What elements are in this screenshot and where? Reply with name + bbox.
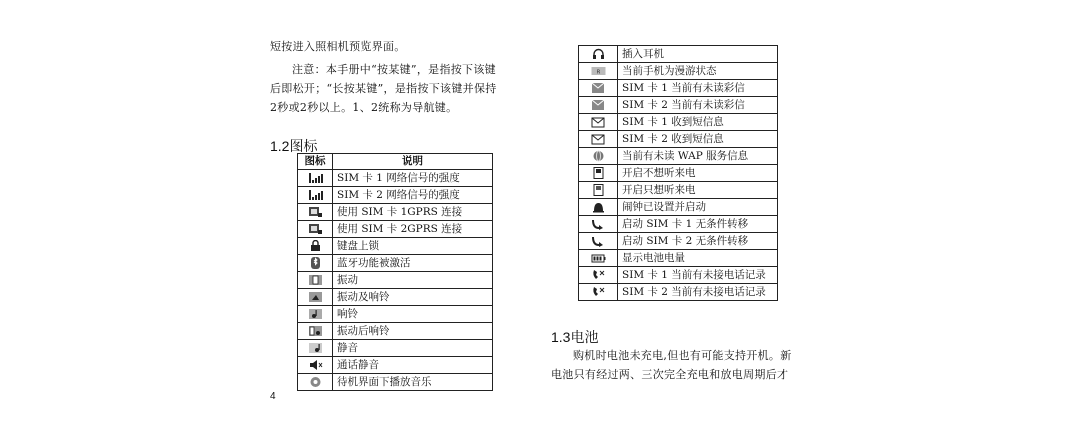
icon-cell <box>579 114 618 131</box>
table-row <box>579 165 778 182</box>
battery-icon <box>591 252 606 264</box>
table-row <box>579 148 778 165</box>
icon-cell <box>298 272 333 289</box>
description-cell: SIM 卡 2 当前有未接电话记录 <box>618 284 778 301</box>
ring-icon <box>308 308 323 320</box>
description-cell: SIM 卡 2 收到短信息 <box>618 131 778 148</box>
description-cell: 使用 SIM 卡 1GPRS 连接 <box>333 204 493 221</box>
description-cell: 通话静音 <box>333 357 493 374</box>
battery-line-2: 电池只有经过两、三次完全充电和放电周期后才 <box>551 368 789 381</box>
table-row <box>579 216 778 233</box>
table-row <box>579 97 778 114</box>
icon-cell <box>298 170 333 187</box>
table-row <box>298 187 493 204</box>
wap-message-icon <box>591 150 606 162</box>
table-row <box>298 238 493 255</box>
note-line-2: 后即松开；“长按某键”，是指按下该键并保持 <box>270 82 497 95</box>
icon-cell <box>298 340 333 357</box>
description-cell: 静音 <box>333 340 493 357</box>
description-cell: SIM 卡 1 当前有未读彩信 <box>618 80 778 97</box>
only-calls-2-icon <box>591 184 606 196</box>
table-row <box>298 357 493 374</box>
alarm-icon <box>591 201 606 213</box>
table-row <box>298 221 493 238</box>
icon-cell <box>298 255 333 272</box>
divert-sim1-icon <box>591 218 606 230</box>
table-row <box>579 80 778 97</box>
battery-line-1: 购机时电池未充电,但也有可能支持开机。新 <box>573 349 792 362</box>
description-cell: 开启不想听来电 <box>618 165 778 182</box>
vibrate-icon <box>308 274 323 286</box>
table-row <box>298 340 493 357</box>
table-row <box>579 46 778 63</box>
unread-mms-sim1-icon <box>591 82 606 94</box>
gprs-sim2-icon <box>308 223 323 235</box>
keypad-lock-icon <box>308 240 323 252</box>
description-cell: 使用 SIM 卡 2GPRS 连接 <box>333 221 493 238</box>
icon-cell <box>579 80 618 97</box>
vibrate-ring-icon <box>308 291 323 303</box>
bluetooth-icon <box>308 257 323 269</box>
icon-cell <box>298 238 333 255</box>
table-row <box>579 114 778 131</box>
unread-mms-sim2-icon <box>591 99 606 111</box>
page-number: 4 <box>270 391 276 402</box>
description-cell: 当前有未读 WAP 服务信息 <box>618 148 778 165</box>
table-row <box>298 323 493 340</box>
icon-cell <box>298 357 333 374</box>
icon-cell <box>579 199 618 216</box>
description-cell: 启动 SIM 卡 1 无条件转移 <box>618 216 778 233</box>
description-cell: SIM 卡 1 网络信号的强度 <box>333 170 493 187</box>
table-row <box>298 306 493 323</box>
icon-cell <box>579 233 618 250</box>
description-cell: SIM 卡 2 当前有未读彩信 <box>618 97 778 114</box>
header-desc: 说明 <box>333 154 493 170</box>
icon-cell <box>579 284 618 301</box>
description-cell: 振动及响铃 <box>333 289 493 306</box>
description-cell: 启动 SIM 卡 2 无条件转移 <box>618 233 778 250</box>
icon-cell <box>298 187 333 204</box>
icon-cell <box>298 323 333 340</box>
vibrate-then-ring-icon <box>308 325 323 337</box>
table-row <box>579 182 778 199</box>
divert-sim2-icon <box>591 235 606 247</box>
description-cell: SIM 卡 1 当前有未接电话记录 <box>618 267 778 284</box>
table-row <box>298 204 493 221</box>
table-row <box>298 272 493 289</box>
signal-sim1-icon <box>308 172 323 184</box>
icon-cell <box>579 97 618 114</box>
only-calls-icon <box>591 167 606 179</box>
icon-cell <box>579 46 618 63</box>
table-row <box>579 250 778 267</box>
icon-cell <box>579 148 618 165</box>
silent-icon <box>308 342 323 354</box>
headset-icon <box>591 48 606 60</box>
section-title-battery: 1.3电池 <box>551 329 599 345</box>
icon-cell <box>579 131 618 148</box>
table-header-row <box>298 154 493 170</box>
roaming-icon <box>591 65 606 77</box>
description-cell: 显示电池电量 <box>618 250 778 267</box>
description-cell: 当前手机为漫游状态 <box>618 63 778 80</box>
missed-call-sim2-icon <box>591 286 606 298</box>
gprs-sim1-icon <box>308 206 323 218</box>
note-line-3: 2秒或2秒以上。1、2统称为导航键。 <box>270 101 458 114</box>
icon-cell <box>579 267 618 284</box>
table-row <box>579 284 778 301</box>
missed-call-sim1-icon <box>591 269 606 281</box>
description-cell: 振动 <box>333 272 493 289</box>
icon-cell <box>298 374 333 391</box>
icon-cell <box>579 182 618 199</box>
description-cell: 响铃 <box>333 306 493 323</box>
music-playing-icon <box>308 376 323 388</box>
description-cell: 插入耳机 <box>618 46 778 63</box>
table-row <box>579 199 778 216</box>
table-row <box>579 233 778 250</box>
description-cell: 闹钟已设置并启动 <box>618 199 778 216</box>
description-cell: SIM 卡 2 网络信号的强度 <box>333 187 493 204</box>
description-cell: 振动后响铃 <box>333 323 493 340</box>
section-title-icons: 1.2图标 <box>270 138 318 154</box>
note-line-1: 注意：本手册中“按某键”，是指按下该键 <box>292 63 496 76</box>
icon-cell <box>579 165 618 182</box>
table-row <box>298 170 493 187</box>
table-row <box>579 63 778 80</box>
description-cell: 键盘上锁 <box>333 238 493 255</box>
sms-sim1-icon <box>591 116 606 128</box>
icon-cell <box>579 216 618 233</box>
icon-cell <box>579 250 618 267</box>
header-icon: 图标 <box>298 154 333 170</box>
table-row <box>298 255 493 272</box>
svg-text:R: R <box>596 69 600 76</box>
description-cell: 蓝牙功能被激活 <box>333 255 493 272</box>
description-cell: 开启只想听来电 <box>618 182 778 199</box>
icon-table-left <box>297 153 493 391</box>
table-row <box>298 289 493 306</box>
icon-cell <box>579 63 618 80</box>
table-row <box>298 374 493 391</box>
sms-sim2-icon <box>591 133 606 145</box>
icon-cell <box>298 204 333 221</box>
call-mute-icon <box>308 359 323 371</box>
icon-cell <box>298 306 333 323</box>
table-row <box>579 267 778 284</box>
description-cell: SIM 卡 1 收到短信息 <box>618 114 778 131</box>
intro-text: 短按进入照相机预览界面。 <box>270 40 406 53</box>
icon-table-right <box>578 45 778 301</box>
icon-cell <box>298 289 333 306</box>
icon-cell <box>298 221 333 238</box>
table-row <box>579 131 778 148</box>
signal-sim2-icon <box>308 189 323 201</box>
description-cell: 待机界面下播放音乐 <box>333 374 493 391</box>
